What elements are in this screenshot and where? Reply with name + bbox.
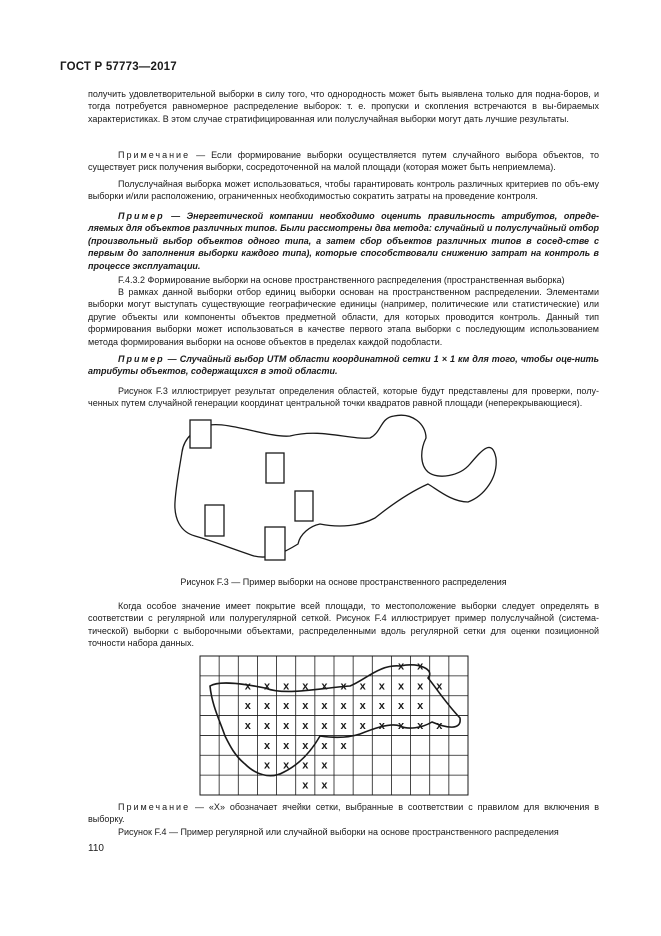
sample-square [190, 420, 211, 448]
example-label: Пример [118, 211, 165, 221]
figure-f4-caption: Рисунок F.4 — Пример регулярной или случайной выборки на основе пространственного распределения [118, 827, 559, 837]
grid-cell-mark: x [321, 779, 328, 792]
example-label: Пример [118, 354, 165, 364]
note-1 [88, 149, 599, 174]
page-number: 110 [88, 843, 104, 854]
grid-cell-mark: x [378, 720, 385, 732]
paragraph-figure-f4-ref: Когда особое значение имеет покрытие всей площади, то местоположение выборки следует определять в соответствии с регулярной или полурегулярной сеткой. Рисунок F.4 иллюстрирует пример полуслучайной (система-тической) выборки с выборочными объектами, распределенными вдоль регулярной сетки для оценки позиционной точности набора данных. [88, 601, 599, 649]
sample-marks [245, 660, 443, 791]
grid-cell-mark: x [283, 739, 290, 752]
paragraph-semi-random: Полуслучайная выборка может использоваться, чтобы гарантировать контроль различных критериев по объ-ему выборки и/или расположению, ограниченных необходимостью сократить затраты на проведение контроля. [88, 179, 599, 202]
paragraph-continuation: получить удовлетворительной выборки в силу того, что однородность может быть выявлена только для подна-боров, и тогда потребуется равномерное распределение выборок: т. е. пропуски и скопления встречаются в вы-бираемых характеристиках. В этом случае стратифицированная или полуслучайная выборки могут дать лучшие результаты. [88, 89, 599, 124]
grid-cell-mark: x [417, 660, 424, 673]
grid-cell-mark: x [340, 739, 347, 752]
sample-square [265, 527, 285, 560]
figure-f3 [170, 410, 500, 570]
sampling-grid [200, 656, 468, 795]
grid-cell-mark: x [244, 720, 251, 732]
grid-cell-mark: x [244, 680, 251, 693]
example-2 [88, 353, 599, 378]
sample-square [295, 491, 313, 521]
grid-cell-mark: x [397, 720, 405, 732]
sample-square [205, 505, 224, 536]
grid-cell-mark: x [436, 720, 443, 732]
grid-cell-mark: x [359, 720, 366, 732]
grid-cell-mark: x [321, 680, 328, 693]
grid-cell-mark: x [263, 759, 271, 772]
grid-cell-mark: x [340, 720, 347, 732]
grid-cell-mark: x [283, 759, 290, 772]
grid-cell-mark: x [321, 739, 328, 752]
note-text: — «X» обозначает ячейки сетки, выбранные в соответствии с правилом для включения в выборку. [88, 802, 599, 825]
sample-square [266, 453, 284, 483]
example-1 [88, 210, 599, 272]
figure-f3-caption: Рисунок F.3 — Пример выборки на основе пространственного распределения [180, 577, 507, 587]
grid-cell-mark: x [397, 680, 405, 693]
grid-cell-mark: x [397, 660, 405, 673]
note-label: Примечание [118, 150, 191, 160]
grid-cell-mark: x [397, 700, 405, 713]
grid-cell-mark: x [359, 700, 366, 713]
section-heading-f432: F.4.3.2 Формирование выборки на основе пространственного распределения (пространственная выборка) [118, 275, 565, 285]
example-text: — Случайный выбор UTM области координатной сетки 1 × 1 км для того, чтобы оце-нить атрибуты объектов, содержащихся в этой области. [88, 354, 599, 377]
paragraph-spatial: В рамках данной выборки отбор единиц выборки основан на пространственном распределении. Элементами выборки могут выступать существующие географические единицы (например, политические или статистические) или другие объекты или компоненты объектов предметной области, для которых проводится контроль. Данный тип формирования выборки может использоваться в качестве первого этапа выборки с последующим использованием метода формирования выборки на основе объектов в пределах каждой подобласти. [88, 287, 599, 347]
grid-cell-mark: x [359, 680, 366, 693]
grid-cell-mark: x [321, 759, 328, 772]
grid-cell-mark: x [417, 680, 424, 693]
grid-cell-mark: x [321, 700, 328, 713]
grid-cell-mark: x [417, 700, 424, 713]
grid-cell-mark: x [378, 680, 385, 693]
grid-cell-mark: x [302, 700, 309, 713]
grid-cell-mark: x [283, 680, 290, 693]
grid-cell-mark: x [378, 700, 385, 713]
grid-cell-mark: x [263, 720, 271, 732]
grid-cell-mark: x [263, 700, 271, 713]
grid-cell-mark: x [340, 700, 347, 713]
paragraph-figure-f3-ref: Рисунок F.3 иллюстрирует результат определения областей, которые будут представлены для проверки, полу-ченных путем случайной генерации координат центральной точки квадратов равной площади (неперекрывающиеся). [88, 386, 599, 409]
note-label: Примечание [118, 802, 191, 812]
grid-cell-mark: x [283, 700, 290, 713]
figure-f4 [200, 656, 468, 795]
grid-cell-mark: x [263, 680, 271, 693]
grid-cell-mark: x [244, 700, 251, 713]
note-text: — Если формирование выборки осуществляется путем случайного выбора объектов, то существует риск получения выборки, сосредоточенной на малой площади (которая может быть неприемлема). [88, 150, 599, 173]
grid-cell-mark: x [302, 680, 309, 693]
grid-cell-mark: x [436, 680, 443, 693]
grid-cell-mark: x [340, 680, 347, 693]
example-text: — Энергетической компании необходимо оценить правильность атрибутов, опреде-ляемых для объектов различных типов. Были рассмотрены два метода: случайный и полуслучайный отбор (произвольный выбор объектов одного типа, а затем сбор объектов различных типов в сосед-стве с первым до заполнения выборки каждого типа), которые способствовали снижению затрат на контроль в процессе эксплуатации. [88, 211, 599, 271]
grid-cell-mark: x [302, 720, 309, 732]
grid-cell-mark: x [283, 720, 290, 732]
grid-cell-mark: x [321, 720, 328, 732]
note-2 [88, 801, 599, 826]
document-header: ГОСТ Р 57773—2017 [60, 61, 177, 73]
grid-cell-mark: x [302, 739, 309, 752]
grid-cell-mark: x [302, 759, 309, 772]
grid-cell-mark: x [302, 779, 309, 792]
grid-cell-mark: x [417, 720, 424, 732]
grid-cell-mark: x [263, 739, 271, 752]
